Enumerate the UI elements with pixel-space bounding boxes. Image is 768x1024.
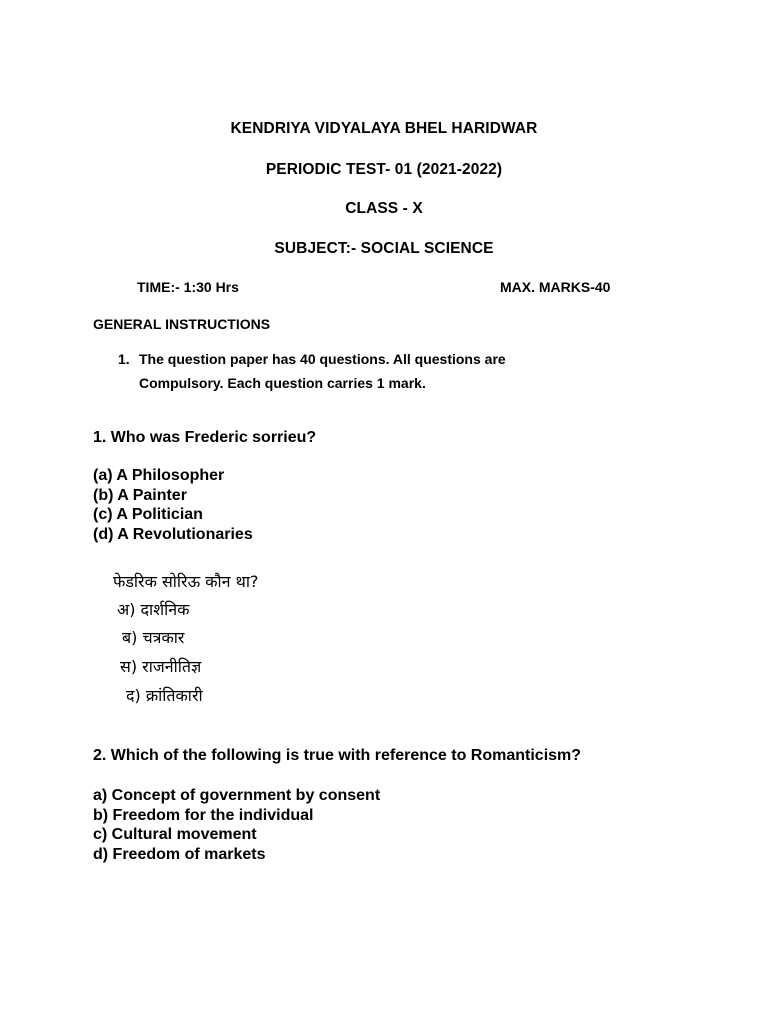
question-2: 2. Which of the following is true with reference to Romanticism? <box>93 747 582 764</box>
q1-hindi-option-d: द) क्रांतिकारी <box>126 686 203 705</box>
time-label: TIME:- 1:30 Hrs <box>137 279 239 295</box>
instruction-number: 1. <box>118 351 130 367</box>
instruction-line-1: The question paper has 40 questions. All questions are <box>139 351 506 367</box>
q2-option-d: d) Freedom of markets <box>93 846 266 863</box>
test-title: PERIODIC TEST- 01 (2021-2022) <box>265 161 503 178</box>
question-1: 1. Who was Frederic sorrieu? <box>93 429 317 446</box>
q1-hindi-option-c: स) राजनीतिज्ञ <box>120 657 202 676</box>
q2-option-b: b) Freedom for the individual <box>93 807 314 824</box>
class-label: CLASS - X <box>345 200 423 217</box>
q1-option-d: (d) A Revolutionaries <box>93 526 253 543</box>
q2-option-c: c) Cultural movement <box>93 826 257 843</box>
school-name: KENDRIYA VIDYALAYA BHEL HARIDWAR <box>230 120 538 137</box>
q1-option-b: (b) A Painter <box>93 487 187 504</box>
max-marks-label: MAX. MARKS-40 <box>500 279 611 295</box>
q1-hindi-option-a: अ) दार्शनिक <box>117 600 190 619</box>
q2-option-a: a) Concept of government by consent <box>93 787 381 804</box>
q1-hindi-question: फेडरिक सोरिऊ कौन था? <box>113 572 259 591</box>
subject-label: SUBJECT:- SOCIAL SCIENCE <box>274 240 494 257</box>
instruction-line-2: Compulsory. Each question carries 1 mark. <box>139 375 426 391</box>
q1-hindi-option-b: ब) चत्रकार <box>122 628 185 647</box>
instructions-heading: GENERAL INSTRUCTIONS <box>93 316 271 332</box>
q1-option-c: (c) A Politician <box>93 506 203 523</box>
q1-option-a: (a) A Philosopher <box>93 467 225 484</box>
